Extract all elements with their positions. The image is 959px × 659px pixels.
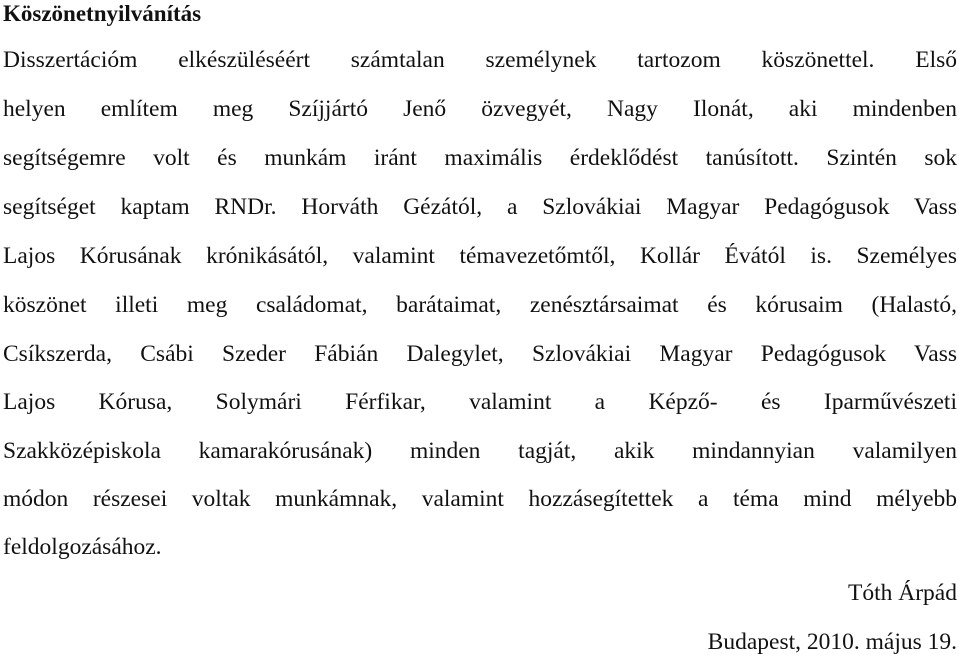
paragraph-line-4: segítséget kaptam RNDr. Horváth Gézától, a Szlovákiai Magyar Pedagógusok Vass	[3, 194, 957, 220]
signature-name: Tóth Árpád	[848, 580, 957, 606]
paragraph-line-2: helyen említem meg Szíjjártó Jenő özvegyét, Nagy Ilonát, aki mindenben	[3, 96, 957, 122]
paragraph-line-5: Lajos Kórusának krónikásától, valamint témavezetőmtől, Kollár Évától is. Személyes	[3, 243, 957, 269]
paragraph-line-7: Csíkszerda, Csábi Szeder Fábián Dalegylet, Szlovákiai Magyar Pedagógusok Vass	[3, 341, 957, 367]
paragraph-line-1: Disszertációm elkészüléséért számtalan személynek tartozom köszönettel. Első	[3, 47, 957, 73]
paragraph-line-8: Lajos Kórusa, Solymári Férfikar, valamint a Képző- és Iparművészeti	[3, 389, 957, 415]
paragraph-line-10: módon részesei voltak munkámnak, valamint hozzásegítettek a téma mind mélyebb	[3, 486, 957, 512]
signature-place-date: Budapest, 2010. május 19.	[707, 629, 957, 655]
page-title: Köszönetnyilvánítás	[3, 1, 202, 26]
paragraph-line-11: feldolgozásához.	[3, 534, 162, 560]
paragraph-line-6: köszönet illeti meg családomat, barátaimat, zenésztársaimat és kórusaim (Halastó,	[3, 292, 957, 318]
paragraph-line-3: segítségemre volt és munkám iránt maximális érdeklődést tanúsított. Szintén sok	[3, 145, 957, 171]
paragraph-line-9: Szakközépiskola kamarakórusának) minden tagját, akik mindannyian valamilyen	[3, 438, 957, 464]
